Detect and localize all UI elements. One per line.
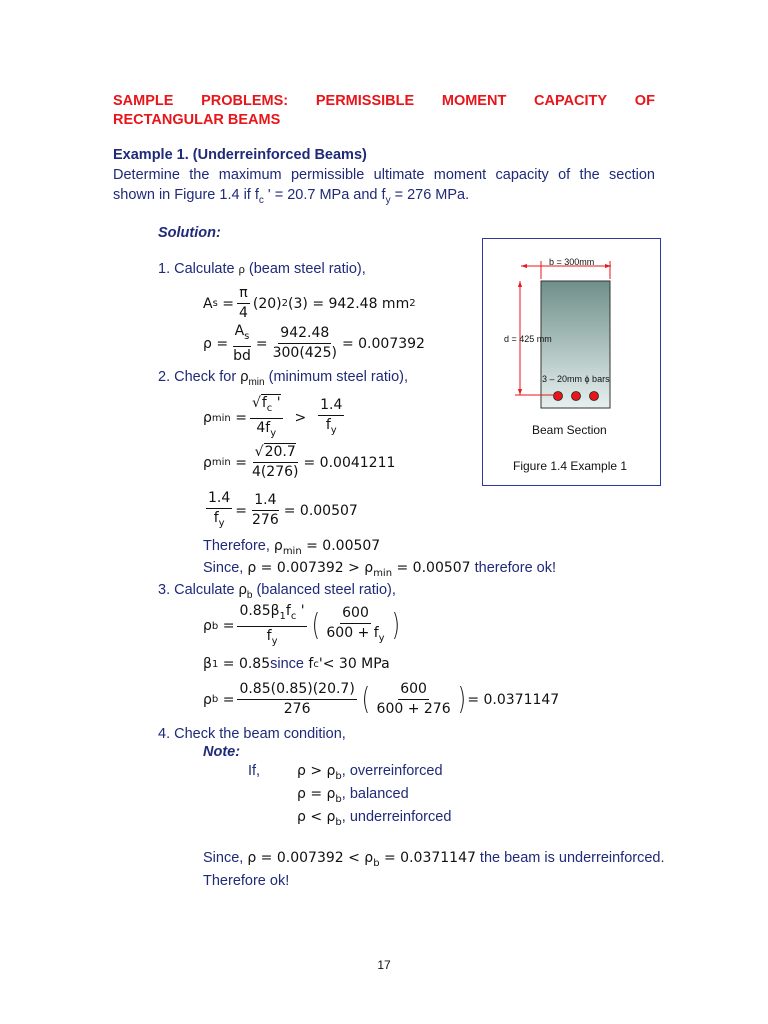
solution-label: Solution: [158,225,221,241]
rho-den: 300(425) [272,345,337,362]
since-rho: = 0.007392 > [256,560,365,576]
therefore-ok: therefore ok! [470,560,557,576]
conclusion-rb: = 0.0371147 [379,850,476,866]
example-line2: shown in Figure 1.4 if $f_c$ ' = 20.7 MPa and $f_y = 276$ MPa. [113,187,470,206]
step-3-prefix: 3. Calculate [158,582,239,598]
ratio-equation: $\frac{1.4}{f_y}$ = $\frac{1.4}{276}$ = 0.00507 [208,490,358,529]
beta1-cond: < 30 MPa [322,656,390,672]
title-line2: RECTANGULAR BEAMS [113,112,281,128]
rb-den: 276 [283,701,311,717]
beam-section-diagram [483,239,660,485]
conclusion-line: Since, $\rho = 0.007392 < \rho_b = 0.0371147$ the beam is underreinforced. [203,850,665,869]
rebar [590,392,599,401]
beta1-line: β 1 = 0.85 since f c ' < 30 MPa [203,656,390,672]
fc-value: = 20.7 MPa and [270,187,382,203]
step-2: 2. Check for $\rho_{min}$ (minimum steel ratio), [158,369,408,388]
rb-inner-den: 600 + 276 [376,701,451,717]
rmin-equation: ρ min = $\frac{√20.7}{4(276)}$ = 0.0041211 [203,444,396,480]
conclusion-rho: = 0.007392 < [256,850,365,866]
rmin-formula: ρ min = $\frac{√f_c '}{4f_y}$ > $\frac{1.4}{f_y}$ [203,395,343,439]
step-2-suffix: (minimum steel ratio), [268,369,408,385]
example-heading: Example 1. (Underreinforced Beams) [113,147,367,163]
rb-inner-num: 600 [398,681,429,700]
note-bal-text: , balanced [341,786,409,802]
note-bal: $\rho = \rho_b$, balanced [297,786,409,805]
step-1-prefix: 1. Calculate [158,261,239,277]
rb-equation: ρ b = $\frac{0.85(0.85)(20.7)}{276}$ ( $\frac{600}{600 + 276}$ ) = 0.0371147 [203,681,560,717]
conclusion-text: the beam is underreinforced. [475,850,665,866]
since-rmin: = 0.00507 [392,560,471,576]
note-over: $\rho > \rho_b$, overreinforced [297,763,443,782]
ratio-den: 276 [252,512,279,529]
note-under: $\rho < \rho_b$, underreinforced [297,809,452,828]
step-3-suffix: (balanced steel ratio), [256,582,396,598]
rho-result: = 0.007392 [341,335,425,352]
step-1-suffix: (beam steel ratio), [248,261,366,277]
note-label: Note: [203,744,241,760]
since-label: Since, [203,560,248,576]
therefore-value: = 0.00507 [301,538,381,554]
note-under-text: , underreinforced [341,809,452,825]
bars-label: 3 – 20mm ϕ bars [542,374,610,384]
beta1-value: = 0.85 [222,656,271,672]
beam-rect [541,281,610,408]
conclusion-since: Since, [203,850,248,866]
d-arrow-bottom [518,389,522,395]
ratio-num: 1.4 [252,492,278,511]
title-word: PERMISSIBLE [315,93,415,109]
title-word: MOMENT [441,93,507,109]
example-intro [113,145,655,211]
step-4: 4. Check the beam condition, [158,726,346,742]
title-word: PROBLEMS: [201,93,289,109]
ratio-result: = 0.00507 [283,502,358,519]
rmin-result: = 0.0041211 [303,454,396,471]
example-line2-prefix: shown in Figure 1.4 if [113,187,255,203]
title-word: OF [634,93,655,109]
rb-num: 0.85(0.85)(20.7) [237,681,356,700]
b-arrow-left [521,264,527,268]
conclusion-line2: Therefore ok! [203,873,290,889]
page-title [113,92,655,130]
step-2-prefix: 2. Check for [158,369,241,385]
rho-num: 942.48 [278,325,331,344]
note-if: If, [248,763,261,779]
d-label: d = 425 mm [504,334,552,344]
d-arrow-top [518,281,522,287]
therefore-label: Therefore, [203,538,274,554]
example-line1: Determine the maximum permissible ultimate moment capacity of the section [113,167,655,183]
as-result: = 942.48 mm [312,295,410,312]
rebar [554,392,563,401]
therefore-line: Therefore, $\rho_{min} = 0.00507$ [203,538,381,557]
title-word: SAMPLE [113,93,174,109]
b-label: b = 300mm [549,257,595,267]
note-over-text: , overreinforced [341,763,443,779]
rb-formula: ρ b = $\frac{0.85\beta_1f_c '}{f_y}$ ( $\frac{600}{600 + f_y}$ ) [203,603,400,647]
figure-caption: Figure 1.4 Example 1 [513,459,628,473]
step-1: 1. Calculate ρ (beam steel ratio), [158,261,366,277]
section-label: Beam Section [532,423,607,437]
as-equation: A s = $\frac{\pi}{4}$ (20) 2 (3) = 942.48 mm 2 [203,285,416,321]
rebar [572,392,581,401]
rho-equation: ρ = $\frac{A_s}{bd}$ = $\frac{942.48}{300(425)}$ = 0.007392 [203,323,425,364]
page-number: 17 [377,958,391,972]
beta1-since: since [270,656,304,672]
title-word: CAPACITY [534,93,608,109]
fy-value: = 276 MPa. [390,187,470,203]
since-line: Since, $\rho = 0.007392 > \rho_{min} = 0.00507$ therefore ok! [203,560,557,579]
figure-box [482,238,661,486]
rmin-den: 4(276) [251,464,299,480]
rmin-num: 20.7 [264,444,296,460]
step-3: 3. Calculate $\rho_b$ (balanced steel ratio), [158,582,396,601]
rb-result: = 0.0371147 [467,691,560,708]
